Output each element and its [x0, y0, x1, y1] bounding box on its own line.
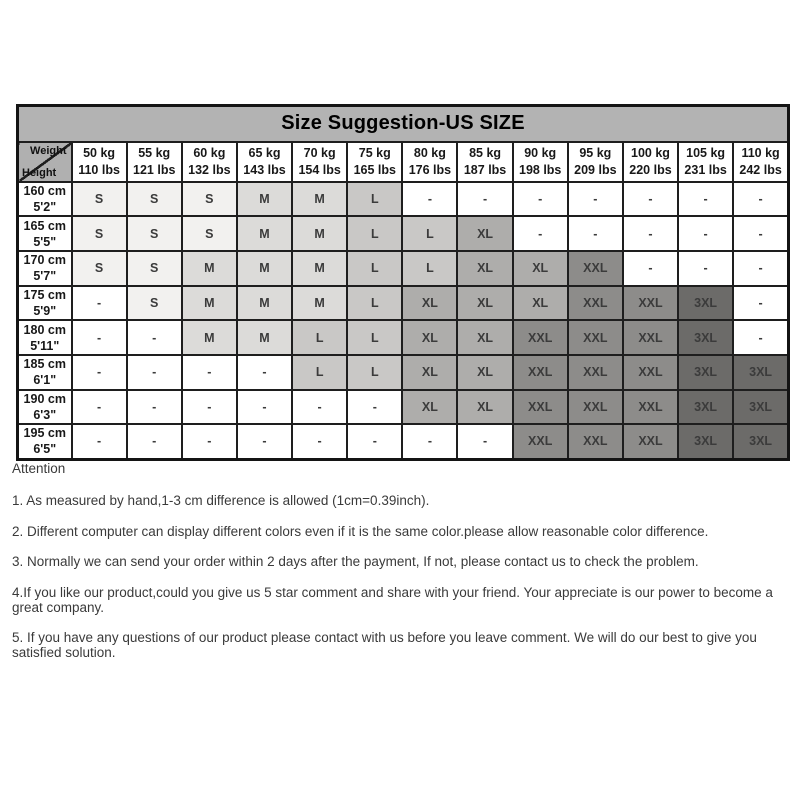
- weight-lbs-label: 121 lbs: [133, 162, 176, 177]
- size-cell-XXL: XXL: [623, 355, 678, 390]
- height-header-180-cm: [18, 320, 72, 355]
- size-cell-M: M: [182, 320, 237, 355]
- size-cell-S: S: [72, 216, 127, 251]
- weight-lbs-label: 231 lbs: [684, 162, 727, 177]
- size-cell-empty: -: [72, 390, 127, 425]
- height-ft-label: 5'9": [33, 303, 57, 318]
- table-title: Size Suggestion-US SIZE: [18, 106, 789, 142]
- size-cell-empty: -: [347, 390, 402, 425]
- size-cell-M: M: [182, 286, 237, 321]
- size-cell-M: M: [237, 216, 292, 251]
- height-header-165-cm: [18, 216, 72, 251]
- weight-lbs-label: 220 lbs: [629, 162, 672, 177]
- size-cell-3XL: 3XL: [678, 390, 733, 425]
- size-cell-M: M: [292, 286, 347, 321]
- height-ft-label: 5'11": [30, 338, 60, 353]
- size-cell-XXL: XXL: [568, 320, 623, 355]
- size-cell-3XL: 3XL: [678, 424, 733, 459]
- attention-note-4: 4.If you like our product,could you give us 5 star comment and share with your friend. Your appreciate is our power to become a great company.: [12, 584, 773, 615]
- weight-lbs-label: 154 lbs: [298, 162, 341, 177]
- weight-lbs-label: 176 lbs: [408, 162, 452, 177]
- attention-note-1: 1. As measured by hand,1-3 cm difference is allowed (1cm=0.39inch).: [12, 493, 430, 508]
- size-cell-XL: XL: [457, 286, 512, 321]
- weight-header-65-kg: [237, 142, 292, 182]
- size-cell-empty: -: [182, 355, 237, 390]
- size-cell-empty: -: [237, 424, 292, 459]
- size-cell-M: M: [237, 320, 292, 355]
- weight-kg-label: 70 kg: [303, 145, 336, 160]
- size-cell-XL: XL: [402, 355, 457, 390]
- size-cell-3XL: 3XL: [733, 355, 788, 390]
- size-cell-L: L: [402, 251, 457, 286]
- height-cm-label: 175 cm: [23, 287, 66, 302]
- size-cell-empty: -: [72, 424, 127, 459]
- size-cell-empty: -: [402, 182, 457, 217]
- weight-kg-label: 105 kg: [686, 145, 726, 160]
- size-cell-L: L: [292, 355, 347, 390]
- size-cell-XXL: XXL: [623, 320, 678, 355]
- size-cell-XXL: XXL: [513, 424, 568, 459]
- weight-lbs-label: 143 lbs: [243, 162, 286, 177]
- weight-header-row: [18, 142, 789, 182]
- size-cell-L: L: [347, 320, 402, 355]
- size-cell-XXL: XXL: [568, 424, 623, 459]
- size-cell-M: M: [182, 251, 237, 286]
- height-row-185-cm: [18, 355, 789, 390]
- attention-heading: Attention: [12, 461, 66, 476]
- weight-kg-label: 85 kg: [469, 145, 502, 160]
- height-cm-label: 195 cm: [23, 426, 66, 441]
- size-cell-empty: -: [733, 182, 788, 217]
- weight-header-105-kg: [678, 142, 733, 182]
- attention-notes: [12, 461, 794, 676]
- size-cell-S: S: [182, 182, 237, 217]
- size-cell-empty: -: [513, 182, 568, 217]
- size-cell-M: M: [237, 251, 292, 286]
- height-row-165-cm: [18, 216, 789, 251]
- height-ft-label: 6'1": [33, 373, 57, 388]
- height-row-195-cm: [18, 424, 789, 459]
- size-cell-M: M: [237, 182, 292, 217]
- size-cell-M: M: [292, 182, 347, 217]
- height-ft-label: 5'2": [33, 199, 57, 214]
- height-row-160-cm: [18, 182, 789, 217]
- size-cell-empty: -: [182, 390, 237, 425]
- weight-kg-label: 60 kg: [193, 145, 226, 160]
- weight-kg-label: 90 kg: [524, 145, 557, 160]
- weight-header-70-kg: [292, 142, 347, 182]
- size-cell-empty: -: [72, 286, 127, 321]
- table-title-row: [18, 106, 789, 142]
- size-cell-empty: -: [182, 424, 237, 459]
- size-cell-empty: -: [237, 390, 292, 425]
- size-cell-XL: XL: [402, 286, 457, 321]
- size-cell-L: L: [347, 286, 402, 321]
- size-cell-S: S: [72, 182, 127, 217]
- size-cell-XXL: XXL: [568, 390, 623, 425]
- height-header-195-cm: [18, 424, 72, 459]
- height-ft-label: 6'5": [33, 442, 57, 457]
- size-cell-XXL: XXL: [513, 355, 568, 390]
- size-cell-M: M: [237, 286, 292, 321]
- size-cell-XXL: XXL: [513, 320, 568, 355]
- height-header-175-cm: [18, 286, 72, 321]
- height-cm-label: 170 cm: [23, 253, 66, 268]
- height-cm-label: 190 cm: [23, 391, 66, 406]
- size-cell-empty: -: [292, 390, 347, 425]
- height-header-170-cm: [18, 251, 72, 286]
- height-cm-label: 180 cm: [23, 322, 66, 337]
- size-cell-L: L: [347, 182, 402, 217]
- weight-header-90-kg: [513, 142, 568, 182]
- weight-lbs-label: 187 lbs: [463, 162, 507, 177]
- size-cell-S: S: [182, 216, 237, 251]
- weight-kg-label: 95 kg: [579, 145, 612, 160]
- size-cell-empty: -: [72, 320, 127, 355]
- size-cell-XL: XL: [457, 251, 512, 286]
- weight-header-85-kg: [457, 142, 512, 182]
- size-cell-XXL: XXL: [623, 390, 678, 425]
- attention-note-2: 2. Different computer can display different colors even if it is the same color.please allow reasonable color difference.: [12, 523, 709, 539]
- size-cell-L: L: [292, 320, 347, 355]
- size-cell-S: S: [127, 286, 182, 321]
- height-row-175-cm: [18, 286, 789, 321]
- weight-header-100-kg: [623, 142, 678, 182]
- size-cell-S: S: [127, 251, 182, 286]
- size-cell-XXL: XXL: [623, 286, 678, 321]
- height-row-170-cm: [18, 251, 789, 286]
- size-cell-XXL: XXL: [568, 286, 623, 321]
- size-cell-XL: XL: [513, 251, 568, 286]
- size-cell-empty: -: [127, 424, 182, 459]
- weight-kg-label: 50 kg: [83, 145, 116, 160]
- weight-kg-label: 100 kg: [631, 145, 670, 160]
- size-cell-XL: XL: [457, 390, 512, 425]
- size-cell-XL: XL: [402, 320, 457, 355]
- weight-lbs-label: 198 lbs: [519, 162, 562, 177]
- size-cell-S: S: [127, 216, 182, 251]
- size-suggestion-table: [16, 104, 790, 461]
- weight-header-60-kg: [182, 142, 237, 182]
- size-cell-empty: -: [733, 320, 788, 355]
- size-cell-empty: -: [623, 251, 678, 286]
- size-cell-L: L: [347, 355, 402, 390]
- weight-kg-label: 75 kg: [358, 145, 391, 160]
- size-cell-L: L: [402, 216, 457, 251]
- size-cell-empty: -: [623, 182, 678, 217]
- size-cell-empty: -: [127, 320, 182, 355]
- attention-note-3: 3. Normally we can send your order within 2 days after the payment, If not, please contact us to check the problem.: [12, 554, 699, 569]
- size-cell-3XL: 3XL: [733, 390, 788, 425]
- size-cell-empty: -: [402, 424, 457, 459]
- weight-lbs-label: 132 lbs: [188, 162, 231, 177]
- weight-lbs-label: 209 lbs: [574, 162, 617, 177]
- weight-lbs-label: 242 lbs: [739, 162, 782, 177]
- size-cell-3XL: 3XL: [733, 424, 788, 459]
- height-cm-label: 165 cm: [23, 218, 66, 233]
- height-ft-label: 6'3": [33, 407, 57, 422]
- size-cell-XXL: XXL: [568, 355, 623, 390]
- weight-lbs-label: 110 lbs: [78, 162, 120, 177]
- size-cell-empty: -: [513, 216, 568, 251]
- weight-header-80-kg: [402, 142, 457, 182]
- height-header-185-cm: [18, 355, 72, 390]
- size-cell-L: L: [347, 251, 402, 286]
- size-cell-empty: -: [678, 251, 733, 286]
- size-cell-XL: XL: [457, 320, 512, 355]
- size-cell-S: S: [72, 251, 127, 286]
- size-cell-3XL: 3XL: [678, 320, 733, 355]
- size-cell-empty: -: [623, 216, 678, 251]
- weight-header-75-kg: [347, 142, 402, 182]
- size-cell-XL: XL: [513, 286, 568, 321]
- size-cell-3XL: 3XL: [678, 286, 733, 321]
- size-cell-empty: -: [237, 355, 292, 390]
- height-header-160-cm: [18, 182, 72, 217]
- size-cell-M: M: [292, 251, 347, 286]
- size-cell-empty: -: [347, 424, 402, 459]
- size-cell-empty: -: [457, 424, 512, 459]
- size-cell-empty: -: [733, 251, 788, 286]
- size-cell-3XL: 3XL: [678, 355, 733, 390]
- attention-note-5: 5. If you have any questions of our product please contact with us before you leave comment. We will do our best to give you satisfied solution.: [12, 630, 757, 660]
- weight-header-55-kg: [127, 142, 182, 182]
- size-cell-empty: -: [127, 355, 182, 390]
- height-cm-label: 160 cm: [23, 183, 66, 198]
- height-ft-label: 5'7": [33, 269, 57, 284]
- weight-kg-label: 110 kg: [741, 145, 780, 160]
- weight-kg-label: 65 kg: [248, 145, 281, 160]
- size-cell-XL: XL: [457, 355, 512, 390]
- size-cell-empty: -: [568, 216, 623, 251]
- size-cell-empty: -: [678, 216, 733, 251]
- size-cell-empty: -: [72, 355, 127, 390]
- size-cell-empty: -: [678, 182, 733, 217]
- size-cell-empty: -: [127, 390, 182, 425]
- size-cell-M: M: [292, 216, 347, 251]
- height-header-190-cm: [18, 390, 72, 425]
- height-cm-label: 185 cm: [23, 357, 66, 372]
- size-cell-XXL: XXL: [568, 251, 623, 286]
- size-cell-empty: -: [733, 286, 788, 321]
- size-cell-empty: -: [292, 424, 347, 459]
- size-cell-L: L: [347, 216, 402, 251]
- height-ft-label: 5'5": [33, 234, 57, 249]
- weight-header-50-kg: [72, 142, 127, 182]
- weight-kg-label: 55 kg: [138, 145, 171, 160]
- size-cell-XXL: XXL: [623, 424, 678, 459]
- size-cell-XL: XL: [402, 390, 457, 425]
- size-cell-empty: -: [568, 182, 623, 217]
- corner-height-label: Height: [22, 166, 57, 179]
- weight-kg-label: 80 kg: [413, 145, 446, 160]
- weight-lbs-label: 165 lbs: [353, 162, 396, 177]
- corner-weight-label: Weight: [30, 144, 67, 157]
- size-cell-S: S: [127, 182, 182, 217]
- height-row-180-cm: [18, 320, 789, 355]
- weight-header-110-kg: [733, 142, 788, 182]
- height-row-190-cm: [18, 390, 789, 425]
- size-cell-XXL: XXL: [513, 390, 568, 425]
- size-cell-empty: -: [457, 182, 512, 217]
- size-cell-XL: XL: [457, 216, 512, 251]
- size-cell-empty: -: [733, 216, 788, 251]
- weight-header-95-kg: [568, 142, 623, 182]
- weight-height-corner-cell: [18, 142, 72, 182]
